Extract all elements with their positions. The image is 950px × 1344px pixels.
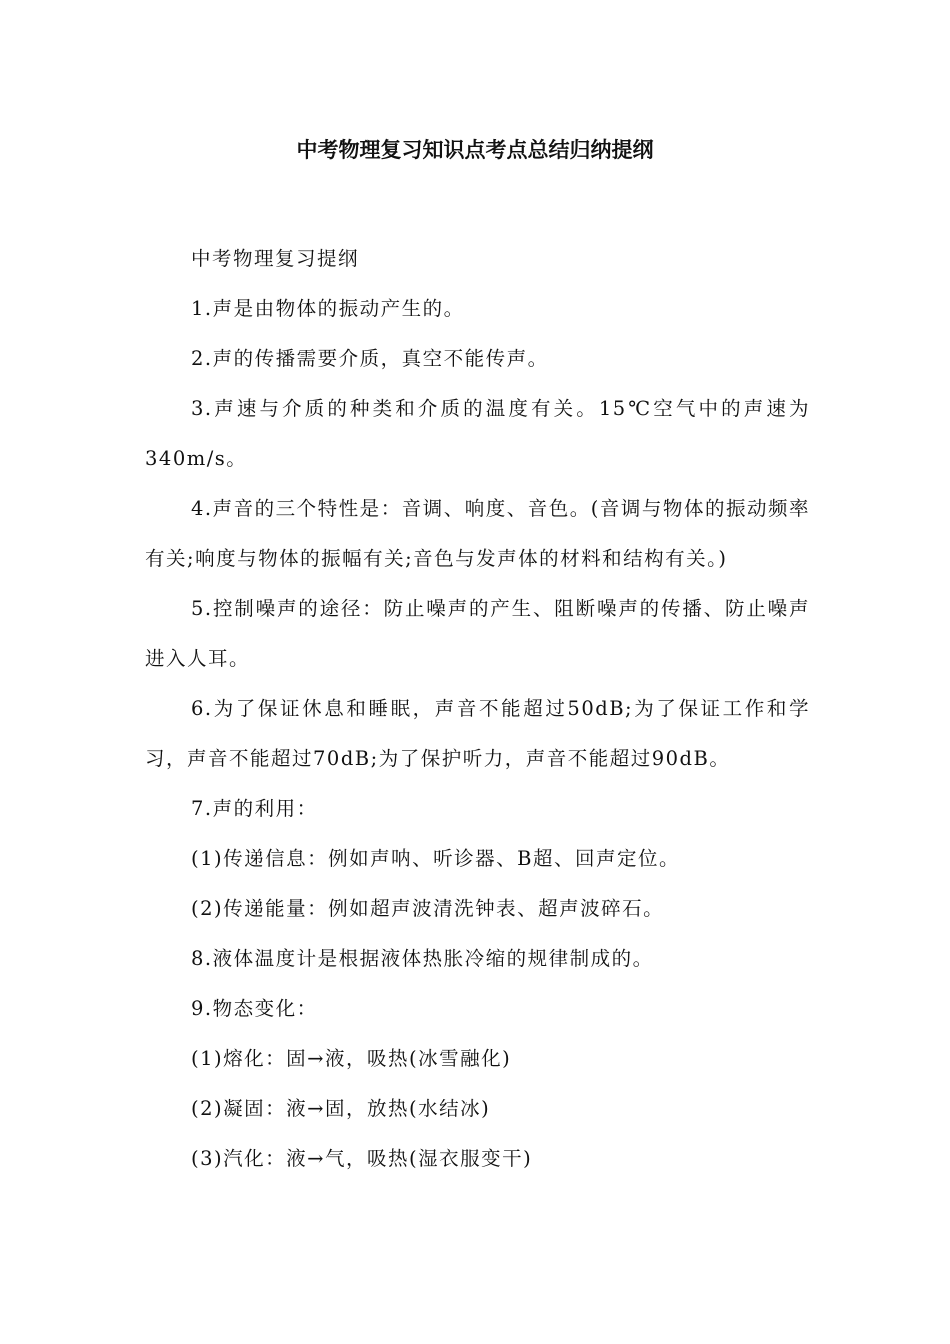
list-item-9-1: (1)熔化：固→液，吸热(冰雪融化) bbox=[191, 1047, 512, 1070]
list-item-9-2: (2)凝固：液→固，放热(水结冰) bbox=[191, 1097, 491, 1120]
list-item-7-2: (2)传递能量：例如超声波清洗钟表、超声波碎石。 bbox=[191, 897, 665, 920]
paragraph-4: 4.声音的三个特性是：音调、响度、音色。(音调与物体的振动频率有关;响度与物体的振幅有关;音色与发声体的材料和结构有关。) bbox=[145, 497, 810, 570]
paragraph-7: 7.声的利用： bbox=[191, 797, 318, 820]
paragraph-3: 3.声速与介质的种类和介质的温度有关。15℃空气中的声速为340m/s。 bbox=[145, 397, 810, 470]
document-title: 中考物理复习知识点考点总结归纳提纲 bbox=[296, 138, 654, 162]
section-heading: 中考物理复习提纲 bbox=[191, 247, 360, 270]
paragraph-5: 5.控制噪声的途径：防止噪声的产生、阻断噪声的传播、防止噪声进入人耳。 bbox=[145, 597, 810, 670]
paragraph-8: 8.液体温度计是根据液体热胀冷缩的规律制成的。 bbox=[191, 947, 654, 970]
list-item-9-3: (3)汽化：液→气，吸热(湿衣服变干) bbox=[191, 1147, 533, 1170]
paragraph-2: 2.声的传播需要介质，真空不能传声。 bbox=[191, 347, 549, 370]
paragraph-1: 1.声是由物体的振动产生的。 bbox=[191, 297, 465, 320]
document-body bbox=[145, 234, 810, 1184]
paragraph-9: 9.物态变化： bbox=[191, 997, 318, 1020]
paragraph-6: 6.为了保证休息和睡眠，声音不能超过50dB;为了保证工作和学习，声音不能超过70dB;为了保护听力，声音不能超过90dB。 bbox=[145, 697, 810, 770]
list-item-7-1: (1)传递信息：例如声呐、听诊器、B超、回声定位。 bbox=[191, 847, 680, 870]
